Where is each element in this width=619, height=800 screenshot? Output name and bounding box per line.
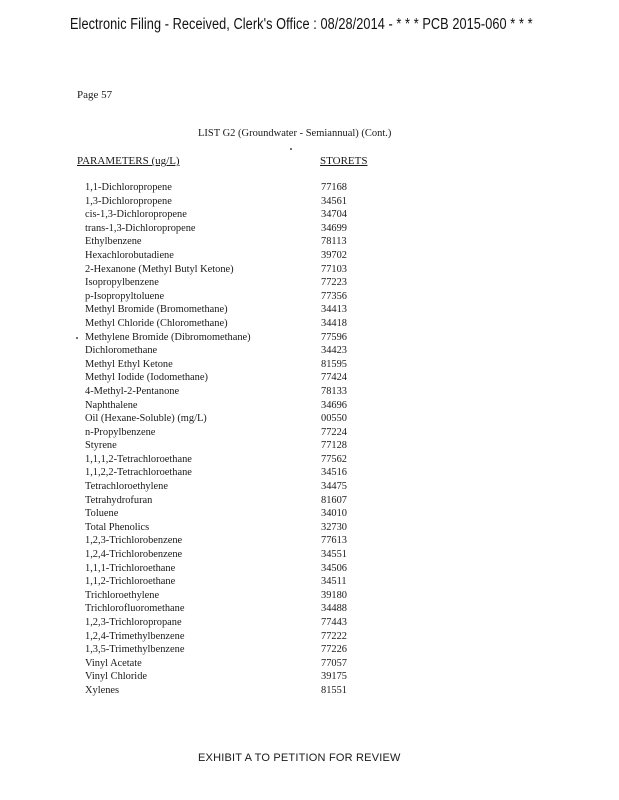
storet-code: 78133 — [321, 385, 347, 397]
parameter-name: 1,1,2-Trichloroethane — [85, 576, 176, 588]
parameter-name: 4-Methyl-2-Pentanone — [85, 385, 180, 397]
list-row — [85, 657, 375, 671]
parameter-name: trans-1,3-Dichloropropene — [85, 222, 196, 234]
storet-code: 77057 — [321, 657, 347, 669]
storet-code: 39702 — [321, 249, 347, 261]
storet-code: 77224 — [321, 426, 347, 438]
list-row — [85, 181, 375, 195]
storet-code: 81595 — [321, 358, 347, 370]
storet-code: 34516 — [321, 467, 347, 479]
scan-speck — [76, 337, 78, 339]
parameter-name: Naphthalene — [85, 399, 138, 411]
parameter-name: cis-1,3-Dichloropropene — [85, 209, 187, 221]
parameter-name: Methyl Chloride (Chloromethane) — [85, 317, 228, 329]
storet-code: 77168 — [321, 182, 347, 193]
storet-code: 77596 — [321, 331, 347, 343]
storet-code: 77424 — [321, 372, 347, 384]
list-row — [85, 249, 375, 263]
parameter-name: Isopropylbenzene — [85, 277, 159, 289]
storet-code: 77443 — [321, 617, 347, 628]
parameter-name: Methylene Bromide (Dibromomethane) — [85, 331, 251, 343]
storet-code: 39175 — [321, 671, 347, 683]
list-title: LIST G2 (Groundwater - Semiannual) (Cont.) — [198, 128, 392, 139]
parameter-name: 2-Hexanone (Methyl Butyl Ketone) — [85, 263, 234, 275]
list-row — [85, 534, 375, 548]
parameter-name: Methyl Iodide (Iodomethane) — [85, 372, 208, 384]
storet-code: 77223 — [321, 277, 347, 289]
storet-code: 34511 — [321, 576, 347, 588]
parameter-name: 1,2,4-Trimethylbenzene — [85, 630, 185, 642]
parameter-name: 1,3,5-Trimethylbenzene — [85, 644, 185, 656]
list-row — [85, 412, 375, 426]
storet-code: 34699 — [321, 222, 347, 234]
parameter-name: 1,2,3-Trichloropropane — [85, 617, 182, 628]
list-row — [85, 426, 375, 440]
list-row — [85, 439, 375, 453]
storet-code: 34413 — [321, 304, 347, 316]
parameter-name: 1,1,1-Trichloroethane — [85, 562, 176, 574]
storet-code: 34418 — [321, 317, 347, 329]
parameter-name: Trichloroethylene — [85, 589, 160, 601]
parameter-name: Vinyl Acetate — [85, 657, 142, 669]
parameter-name: Tetrahydrofuran — [85, 494, 153, 506]
storet-code: 34475 — [321, 481, 347, 493]
list-row — [85, 263, 375, 277]
parameter-name: Dichloromethane — [85, 345, 158, 357]
storet-code: 34506 — [321, 562, 347, 574]
parameter-name: n-Propylbenzene — [85, 426, 156, 438]
parameter-name: Xylenes — [85, 684, 120, 696]
parameter-name: 1,1,1,2-Tetrachloroethane — [85, 453, 192, 465]
scan-speck — [290, 148, 292, 150]
list-row — [85, 276, 375, 290]
list-row — [85, 466, 375, 480]
list-row — [85, 643, 375, 657]
parameter-name: 1,1-Dichloropropene — [85, 182, 172, 193]
list-row — [85, 358, 375, 372]
list-row — [85, 507, 375, 521]
list-row — [85, 562, 375, 576]
list-row — [85, 494, 375, 508]
storet-code: 77613 — [321, 535, 347, 547]
storet-code: 81551 — [321, 684, 347, 696]
parameter-name: 1,3-Dichloropropene — [85, 195, 172, 207]
storet-code: 81607 — [321, 494, 347, 506]
list-row — [85, 684, 375, 698]
storet-code: 34696 — [321, 399, 347, 411]
parameter-name: Hexachlorobutadiene — [85, 249, 174, 261]
list-row — [85, 344, 375, 358]
list-row — [85, 290, 375, 304]
list-row — [85, 235, 375, 249]
filing-stamp-header: Electronic Filing - Received, Clerk's Office : 08/28/2014 - * * * PCB 2015-060 * * * — [70, 16, 533, 33]
list-row — [85, 602, 375, 616]
storet-code: 77356 — [321, 290, 347, 302]
storet-code: 78113 — [321, 236, 347, 248]
storet-code: 34551 — [321, 549, 347, 561]
storet-code: 77562 — [321, 453, 347, 465]
storet-code: 77222 — [321, 630, 347, 642]
parameter-name: 1,1,2,2-Tetrachloroethane — [85, 467, 192, 479]
storets-column-header: STORETS — [320, 155, 368, 167]
parameter-name: Oil (Hexane-Soluble) (mg/L) — [85, 413, 207, 425]
list-row — [85, 480, 375, 494]
storet-code: 34423 — [321, 345, 347, 357]
parameter-name: Methyl Bromide (Bromomethane) — [85, 304, 228, 316]
page-number: Page 57 — [77, 89, 113, 101]
list-row — [85, 616, 375, 630]
parameter-name: Ethylbenzene — [85, 236, 142, 248]
list-row — [85, 195, 375, 209]
parameter-name: 1,2,4-Trichlorobenzene — [85, 549, 183, 561]
list-row — [85, 548, 375, 562]
parameter-name: Tetrachloroethylene — [85, 481, 168, 493]
storet-code: 34704 — [321, 209, 347, 221]
list-row — [85, 208, 375, 222]
parameter-name: Methyl Ethyl Ketone — [85, 358, 173, 370]
storet-code: 34010 — [321, 508, 347, 520]
list-row — [85, 303, 375, 317]
list-row — [85, 399, 375, 413]
list-row — [85, 453, 375, 467]
storet-code: 32730 — [321, 521, 347, 533]
list-row — [85, 589, 375, 603]
storet-code: 77128 — [321, 440, 347, 452]
list-row — [85, 331, 375, 345]
parameter-name: Vinyl Chloride — [85, 671, 148, 683]
list-row — [85, 670, 375, 684]
list-row — [85, 385, 375, 399]
parameters-column-header: PARAMETERS (ug/L) — [77, 155, 180, 167]
list-row — [85, 521, 375, 535]
parameter-name: p-Isopropyltoluene — [85, 290, 165, 302]
parameter-name: 1,2,3-Trichlorobenzene — [85, 535, 183, 547]
parameter-list — [85, 181, 375, 698]
parameter-name: Trichlorofluoromethane — [85, 603, 185, 615]
storet-code: 34561 — [321, 195, 347, 207]
parameter-name: Total Phenolics — [85, 521, 150, 533]
storet-code: 77226 — [321, 644, 347, 656]
parameter-name: Styrene — [85, 440, 117, 452]
storet-code: 77103 — [321, 263, 347, 275]
list-row — [85, 630, 375, 644]
list-row — [85, 317, 375, 331]
list-row — [85, 371, 375, 385]
list-row — [85, 575, 375, 589]
exhibit-footer: EXHIBIT A TO PETITION FOR REVIEW — [198, 752, 401, 764]
list-row — [85, 222, 375, 236]
parameter-name: Toluene — [85, 508, 119, 520]
storet-code: 00550 — [321, 413, 347, 425]
storet-code: 34488 — [321, 603, 347, 615]
storet-code: 39180 — [321, 589, 347, 601]
